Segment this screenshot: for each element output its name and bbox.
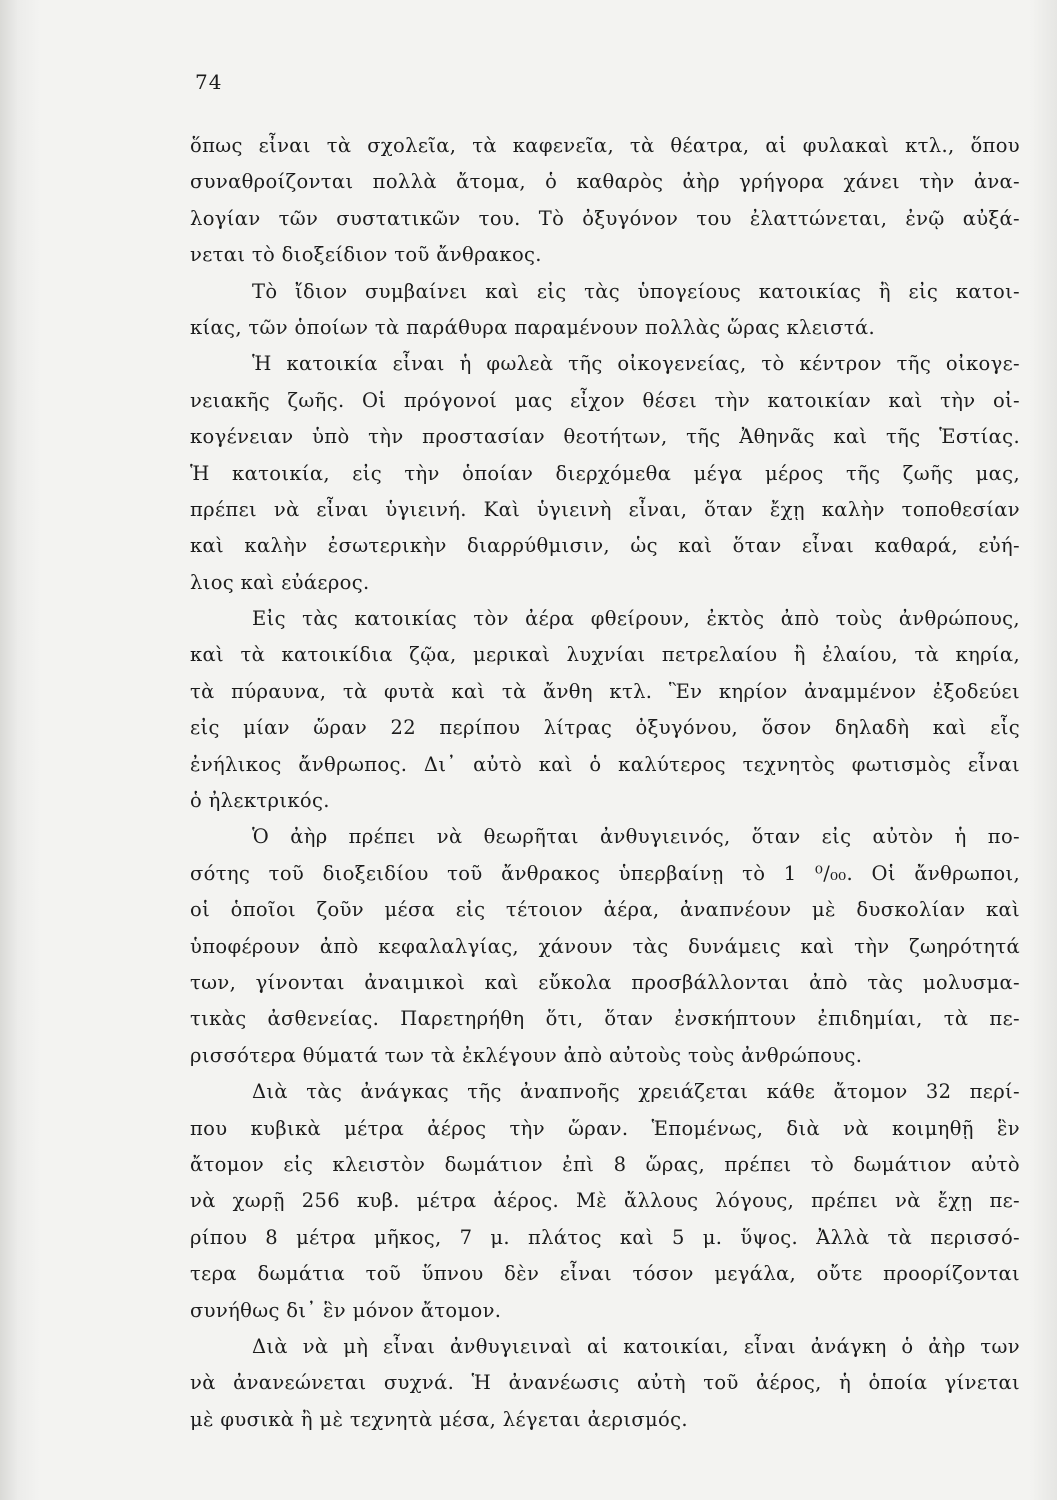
text-line: των, γίνονται ἀναιμικοὶ καὶ εὔκολα προσβάλλονται ἀπὸ τὰς μολυσμα- — [190, 970, 1020, 994]
text-line: νεται τὸ διοξείδιον τοῦ ἄνθρακος. — [190, 243, 542, 267]
page-number: 74 — [195, 70, 223, 94]
text-line: Εἰς τὰς κατοικίας τὸν ἀέρα φθείρουν, ἐκτὸς ἀπὸ τοὺς ἀνθρώπους, — [252, 607, 1020, 631]
text-line: λιος καὶ εὐάερος. — [190, 570, 370, 594]
text-line: Ἡ κατοικία εἶναι ἡ φωλεὰ τῆς οἰκογενείας, τὸ κέντρον τῆς οἰκογε- — [252, 352, 1020, 376]
text-line: οἱ ὁποῖοι ζοῦν μέσα εἰς τέτοιον ἀέρα, ἀναπνέουν μὲ δυσκολίαν καὶ — [190, 898, 1020, 922]
text-line: καὶ καλὴν ἐσωτερικὴν διαρρύθμισιν, ὡς καὶ ὅταν εἶναι καθαρά, εὐή- — [190, 534, 1020, 558]
text-line: πρέπει νὰ εἶναι ὑγιεινή. Καὶ ὑγιεινὴ εἶναι, ὅταν ἔχῃ καλὴν τοποθεσίαν — [190, 497, 1020, 521]
text-line: Ἡ κατοικία, εἰς τὴν ὁποίαν διερχόμεθα μέγα μέρος τῆς ζωῆς μας, — [190, 461, 1020, 485]
text-line: Διὰ νὰ μὴ εἶναι ἀνθυγιειναὶ αἱ κατοικίαι, εἶναι ἀνάγκη ὁ ἀὴρ των — [252, 1334, 1020, 1358]
text-line: νειακῆς ζωῆς. Οἱ πρόγονοί μας εἶχον θέσει τὴν κατοικίαν καὶ τὴν οἰ- — [190, 388, 1020, 412]
text-line: Διὰ τὰς ἀνάγκας τῆς ἀναπνοῆς χρειάζεται κάθε ἄτομον 32 περί- — [252, 1080, 1020, 1104]
text-line: λογίαν τῶν συστατικῶν του. Τὸ ὀξυγόνον του ἐλαττώνεται, ἐνῷ αὐξά- — [190, 206, 1020, 230]
text-line: συναθροίζονται πολλὰ ἄτομα, ὁ καθαρὸς ἀὴρ γρήγορα χάνει τὴν ἀνα- — [190, 170, 1020, 194]
text-line: ρίπου 8 μέτρα μῆκος, 7 μ. πλάτος καὶ 5 μ. ὕψος. Ἀλλὰ τὰ περισσό- — [190, 1225, 1020, 1249]
text-line: Τὸ ἴδιον συμβαίνει καὶ εἰς τὰς ὑπογείους κατοικίας ἢ εἰς κατοι- — [252, 279, 1020, 303]
body-text — [190, 128, 1020, 1438]
text-line: τὰ πύραυνα, τὰ φυτὰ καὶ τὰ ἄνθη κτλ. Ἓν κηρίον ἀναμμένον ἐξοδεύει — [190, 679, 1020, 703]
text-line: που κυβικὰ μέτρα ἀέρος τὴν ὥραν. Ἑπομένως, διὰ νὰ κοιμηθῇ ἓν — [190, 1116, 1020, 1140]
text-line: ὅπως εἶναι τὰ σχολεῖα, τὰ καφενεῖα, τὰ θέατρα, αἱ φυλακαὶ κτλ., ὅπου — [190, 134, 1020, 157]
text-line: νὰ ἀνανεώνεται συχνά. Ἡ ἀνανέωσις αὐτὴ τοῦ ἀέρος, ἡ ὁποία γίνεται — [190, 1371, 1020, 1395]
text-line: ἄτομον εἰς κλειστὸν δωμάτιον ἐπὶ 8 ὥρας, πρέπει τὸ δωμάτιον αὐτὸ — [190, 1152, 1020, 1176]
text-line: ὁ ἠλεκτρικός. — [190, 789, 330, 813]
text-line: τερα δωμάτια τοῦ ὕπνου δὲν εἶναι τόσον μεγάλα, οὔτε προορίζονται — [190, 1262, 1020, 1286]
text-line: σότης τοῦ διοξειδίου τοῦ ἄνθρακος ὑπερβαίνῃ τὸ 1 ⁰/₀₀. Οἱ ἄνθρωποι, — [190, 861, 1020, 885]
text-line: κίας, τῶν ὁποίων τὰ παράθυρα παραμένουν πολλὰς ὥρας κλειστά. — [190, 315, 876, 339]
text-line: ρισσότερα θύματά των τὰ ἐκλέγουν ἀπὸ αὐτοὺς τοὺς ἀνθρώπους. — [190, 1043, 863, 1067]
text-line: ἐνήλικος ἄνθρωπος. Δι᾽ αὐτὸ καὶ ὁ καλύτερος τεχνητὸς φωτισμὸς εἶναι — [190, 752, 1020, 776]
text-line: συνήθως δι᾽ ἓν μόνον ἄτομον. — [190, 1298, 502, 1322]
text-line: νὰ χωρῇ 256 κυβ. μέτρα ἀέρος. Μὲ ἄλλους λόγους, πρέπει νὰ ἔχῃ πε- — [190, 1189, 1020, 1213]
text-line: ὑποφέρουν ἀπὸ κεφαλαλγίας, χάνουν τὰς δυνάμεις καὶ τὴν ζωηρότητά — [190, 934, 1020, 958]
text-line: Ὁ ἀὴρ πρέπει νὰ θεωρῆται ἀνθυγιεινός, ὅταν εἰς αὐτὸν ἡ πο- — [252, 825, 1020, 849]
text-line: μὲ φυσικὰ ἢ μὲ τεχνητὰ μέσα, λέγεται ἀερισμός. — [190, 1407, 688, 1431]
text-line: κογένειαν ὑπὸ τὴν προστασίαν θεοτήτων, τῆς Ἀθηνᾶς καὶ τῆς Ἑστίας. — [190, 425, 1020, 449]
text-line: εἰς μίαν ὥραν 22 περίπου λίτρας ὀξυγόνου, ὅσον δηλαδὴ καὶ εἷς — [190, 716, 1020, 740]
text-line: τικὰς ἀσθενείας. Παρετηρήθη ὅτι, ὅταν ἐνσκήπτουν ἐπιδημίαι, τὰ πε- — [190, 1007, 1020, 1031]
text-line: καὶ τὰ κατοικίδια ζῷα, μερικαὶ λυχνίαι πετρελαίου ἢ ἐλαίου, τὰ κηρία, — [190, 643, 1020, 667]
